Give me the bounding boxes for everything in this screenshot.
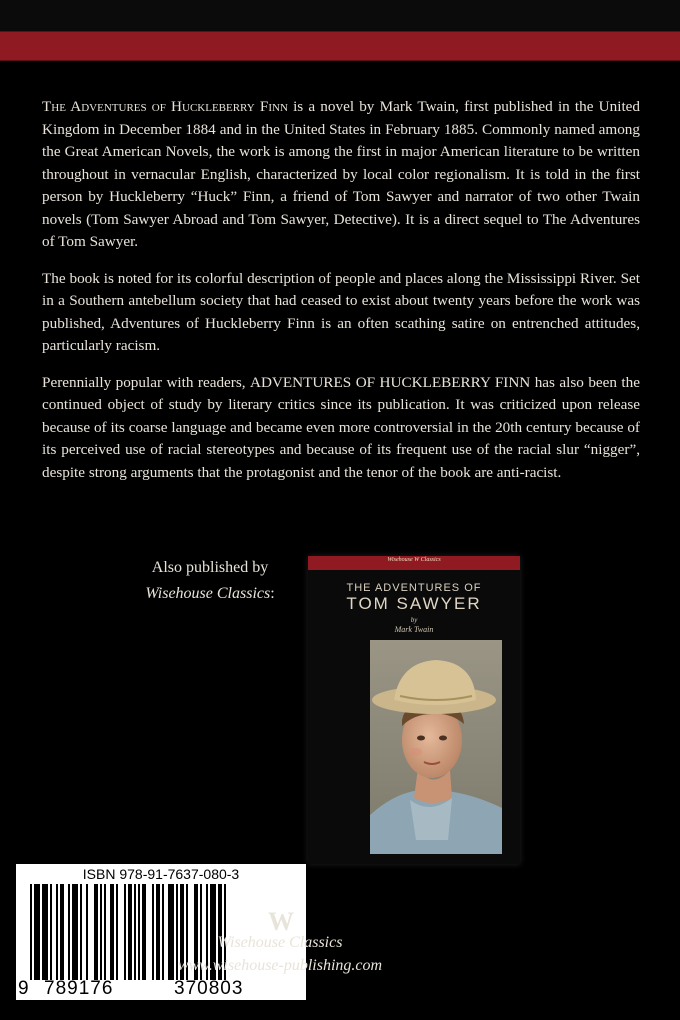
barcode-bar [30, 884, 32, 980]
tom-sawyer-book-cover [308, 556, 520, 864]
book-by-label: by [410, 616, 418, 624]
barcode-bar [134, 884, 136, 980]
barcode-bar [86, 884, 88, 980]
barcode-bar [138, 884, 140, 980]
blurb-paragraph-1 [42, 96, 640, 254]
barcode-bar [50, 884, 52, 980]
also-colon: : [270, 585, 275, 602]
barcode-digit-first: 9 [18, 978, 30, 999]
blurb-paragraph-3 [42, 372, 640, 485]
barcode-bar [94, 884, 98, 980]
barcode-bar [128, 884, 132, 980]
isbn-barcode [16, 864, 306, 1000]
book-series-label: Wisehouse W Classics [387, 557, 441, 563]
book-title-line-2: TOM SAWYER [346, 594, 482, 613]
blurb-paragraph-1-text: is a novel by Mark Twain, first published in the United Kingdom in December 1884 and in the United States in February 1885. Commonly named among the Great American Novels, the work is among the first in major American literature to be written throughout in vernacular English, characterized by local color regionalism. It is told in the first person by Huckleberry “Huck” Finn, a friend of Tom Sawyer and narrator of two other Twain novels (Tom Sawyer Abroad and Tom Sawyer, Detective). It is a direct sequel to The Adventures of Tom Sawyer. [42, 98, 640, 250]
barcode-bar [42, 884, 48, 980]
barcode-bar [68, 884, 70, 980]
also-published-line: Also published by [151, 559, 269, 576]
barcode-bar [116, 884, 118, 980]
book-title-smallcaps-2: ADVENTURES OF HUCKLEBERRY FINN [250, 373, 531, 391]
barcode-digits-right: 370803 [174, 978, 244, 999]
footer-publisher-name: Wisehouse Classics [217, 934, 343, 951]
blurb-paragraph-2: The book is noted for its colorful description of people and places along the Mississippi River. Set in a Southern antebellum society that had ceased to exist about twenty years before the work was published, Adventures of Huckleberry Finn is an often scathing satire on entrenched attitudes, particularly racism. [42, 269, 640, 354]
footer-website: www.wisehouse-publishing.com [177, 957, 383, 974]
barcode-bar [142, 884, 146, 980]
book-title-line-1: THE ADVENTURES OF [346, 582, 482, 594]
barcode-bar [36, 884, 40, 980]
isbn-number: ISBN 978-91-7637-080-3 [82, 866, 240, 882]
barcode-bar [60, 884, 64, 980]
book-author: Mark Twain [394, 625, 434, 634]
barcode-bar [80, 884, 82, 980]
barcode-bar [34, 884, 36, 980]
barcode-bar [56, 884, 58, 980]
back-cover-blurb [42, 96, 640, 498]
top-dark-band [0, 0, 680, 31]
top-red-band [0, 31, 680, 61]
blurb-paragraph-3-text: has also been the continued object of study by literary critics since its publication. It was criticized upon release because of its coarse language and became even more controversial in the 20th century because of its perceived use of racial stereotypes and because of its frequent use of the racial slur “nigger”, despite strong arguments that the protagonist and the tenor of the book are anti-racist. [42, 373, 640, 481]
boy-portrait-painting [370, 640, 502, 854]
also-published-label [130, 555, 290, 607]
also-publisher-name: Wisehouse Classics [145, 585, 271, 602]
blurb-paragraph-3-lead: Perennially popular with readers, [42, 373, 250, 391]
barcode-bar [72, 884, 78, 980]
barcode-digits-left: 789176 [44, 978, 114, 999]
barcode-bar [110, 884, 114, 980]
barcode-bar [124, 884, 126, 980]
barcode-bar [104, 884, 106, 980]
book-title-smallcaps: The Adventures of Huckleberry Finn [42, 98, 288, 115]
wisehouse-logo-icon: W [268, 907, 294, 936]
barcode-bar [100, 884, 102, 980]
